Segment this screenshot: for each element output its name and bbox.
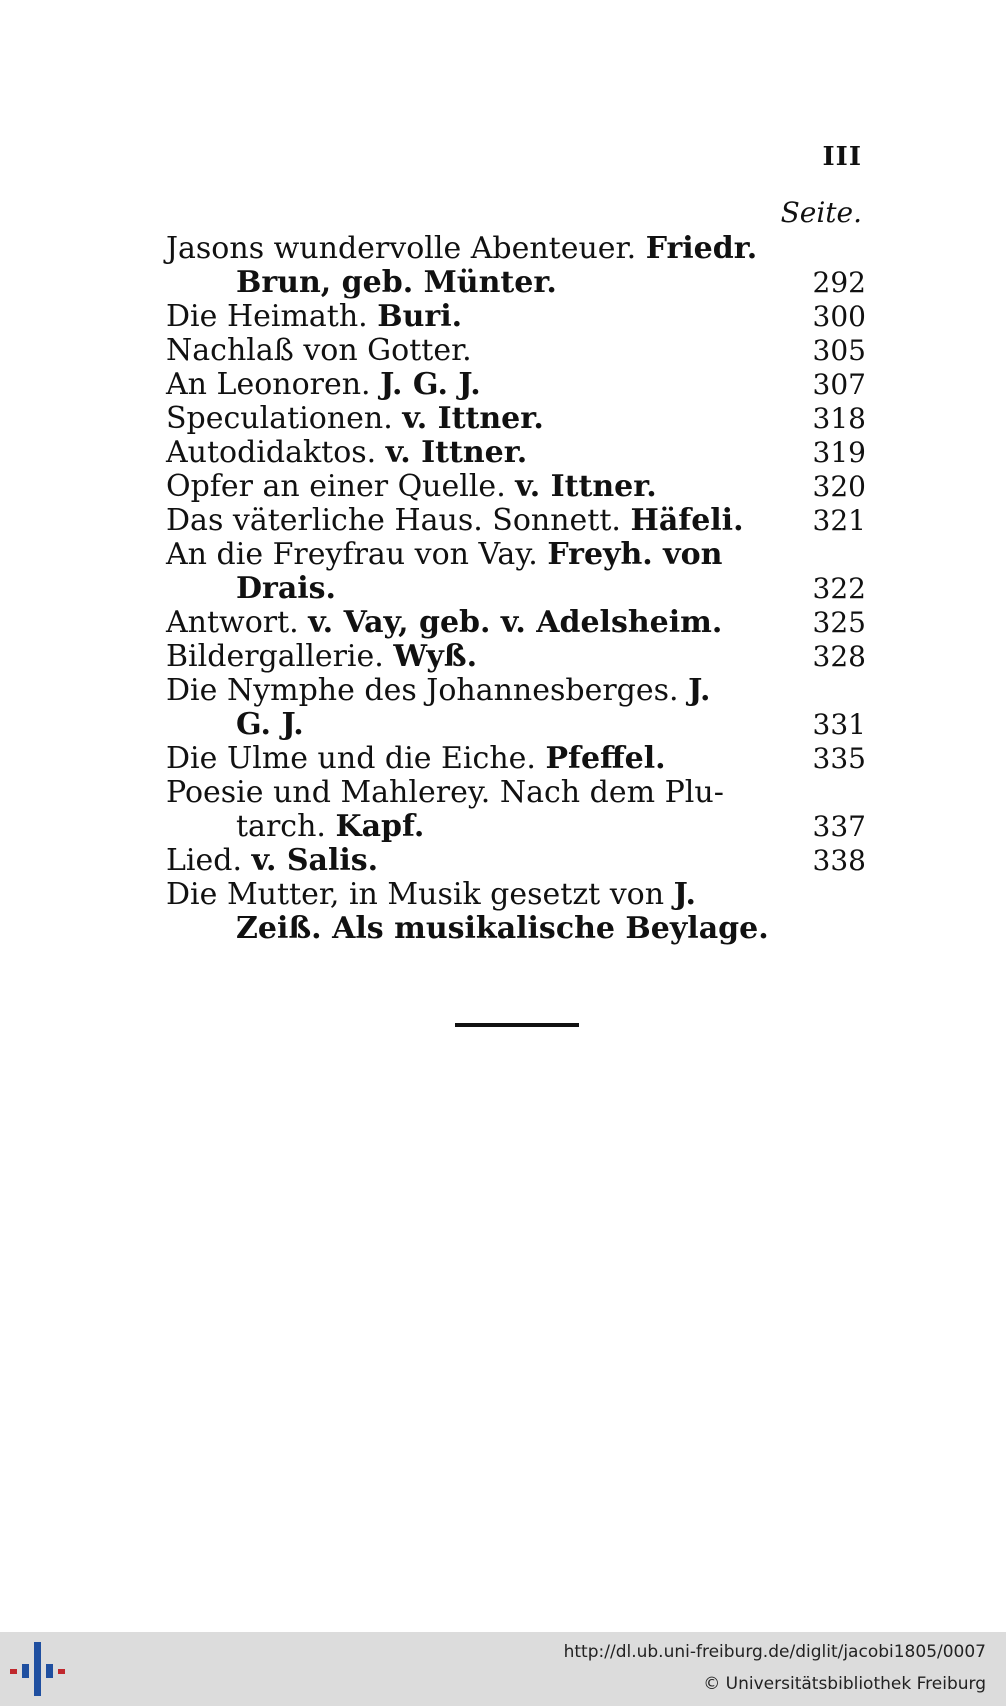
toc-entry-page-number: 307 (812, 368, 866, 401)
toc-entry-title: Speculationen. (166, 401, 393, 436)
toc-entry (166, 300, 866, 334)
toc-entry-page-number: 292 (812, 266, 866, 299)
toc-entry-text (166, 606, 722, 640)
toc-entry-text (236, 708, 304, 742)
toc-entry-text (166, 742, 666, 776)
toc-entry-title: Lied. (166, 843, 243, 878)
toc-entry-author: v. Salis. (251, 843, 379, 878)
toc-entry-page-number: 300 (812, 300, 866, 333)
toc-entry (166, 368, 866, 402)
copyright-notice: © Universitätsbibliothek Freiburg (703, 1674, 986, 1694)
toc-entry (166, 606, 866, 640)
toc-entry-page-number: 335 (812, 742, 866, 775)
toc-entry-text (166, 776, 724, 810)
toc-entry (166, 538, 866, 572)
toc-entry-title: Nachlaß von Gotter. (166, 333, 472, 368)
toc-entry-page-number: 338 (812, 844, 866, 877)
toc-entry-page-number: 328 (812, 640, 866, 673)
toc-entry-page-number: 318 (812, 402, 866, 435)
toc-entry-text (166, 300, 462, 334)
library-logo-icon (10, 1640, 66, 1698)
toc-entry (166, 878, 866, 912)
toc-entry (166, 232, 866, 266)
toc-entry-title: Bildergallerie. (166, 639, 384, 674)
toc-entry (166, 742, 866, 776)
toc-entry-text (166, 538, 722, 572)
toc-entry-author: Brun, geb. Münter. (236, 265, 557, 300)
toc-entry-title: tarch. (236, 809, 326, 844)
toc-entry (166, 844, 866, 878)
page-column-label: Seite. (780, 196, 862, 229)
toc-entry-author: Drais. (236, 571, 336, 606)
toc-entry (166, 776, 866, 810)
toc-entry-text (166, 674, 710, 708)
toc-entry (166, 810, 866, 844)
toc-entry-author: Freyh. von (547, 537, 723, 572)
toc-entry-title: An die Freyfrau von Vay. (166, 537, 538, 572)
toc-entry-author: v. Ittner. (402, 401, 544, 436)
toc-entry-author: J. (673, 877, 696, 912)
toc-entry-title: Das väterliche Haus. Sonnett. (166, 503, 621, 538)
toc-entry-title: Opfer an einer Quelle. (166, 469, 506, 504)
toc-entry-page-number: 337 (812, 810, 866, 843)
toc-entry (166, 640, 866, 674)
toc-entry (166, 572, 866, 606)
toc-entry-author: Buri. (377, 299, 463, 334)
toc-entry-title: Autodidaktos. (166, 435, 377, 470)
toc-entry-text (166, 232, 757, 266)
toc-entry-author: Häfeli. (630, 503, 744, 538)
toc-entry-author: Zeiß. Als musikalische Beylage. (236, 911, 769, 946)
toc-entry-title: Antwort. (166, 605, 299, 640)
source-url[interactable]: http://dl.ub.uni-freiburg.de/diglit/jacobi1805/0007 (563, 1642, 986, 1662)
toc-entry-author: J. G. J. (380, 367, 481, 402)
toc-entry-text (166, 436, 527, 470)
toc-entry-page-number: 321 (812, 504, 866, 537)
toc-entry (166, 266, 866, 300)
toc-entry-text (166, 470, 657, 504)
toc-entry-title: Die Nymphe des Johannesberges. (166, 673, 679, 708)
toc-entry (166, 436, 866, 470)
toc-entry-page-number: 325 (812, 606, 866, 639)
toc-entry-text (236, 912, 769, 946)
toc-entry (166, 334, 866, 368)
toc-entry-author: Pfeffel. (545, 741, 666, 776)
toc-entry-page-number: 320 (812, 470, 866, 503)
toc-entry-author: v. Vay, geb. v. Adelsheim. (308, 605, 723, 640)
toc-entry-page-number: 322 (812, 572, 866, 605)
toc-entry-author: Friedr. (645, 231, 758, 266)
toc-entry-text (166, 640, 477, 674)
toc-entry-title: Die Ulme und die Eiche. (166, 741, 536, 776)
toc-entry (166, 912, 866, 946)
toc-entry-text (166, 844, 378, 878)
toc-entry-author: v. Ittner. (515, 469, 657, 504)
toc-entry-text (166, 878, 696, 912)
toc-entry-text (236, 572, 336, 606)
toc-entry-page-number: 331 (812, 708, 866, 741)
toc-entry-text (166, 402, 544, 436)
toc-entry-page-number: 305 (812, 334, 866, 367)
toc-entry-author: G. J. (236, 707, 304, 742)
toc-entry (166, 708, 866, 742)
toc-entry-title: Jasons wundervolle Abenteuer. (166, 231, 637, 266)
toc-entry (166, 402, 866, 436)
end-rule (455, 1023, 579, 1027)
toc-entry-author: v. Ittner. (385, 435, 528, 470)
table-of-contents (166, 232, 866, 946)
toc-entry (166, 504, 866, 538)
toc-entry-title: Die Heimath. (166, 299, 368, 334)
toc-entry-page-number: 319 (812, 436, 866, 469)
toc-entry (166, 674, 866, 708)
toc-entry-title: Die Mutter, in Musik gesetzt von (166, 877, 665, 912)
toc-entry-text (166, 334, 472, 368)
page-number: III (822, 142, 862, 172)
toc-entry-author: Kapf. (335, 809, 425, 844)
toc-entry-title: An Leonoren. (166, 367, 371, 402)
toc-entry-author: J. (688, 673, 711, 708)
toc-entry-author: Wyß. (393, 639, 478, 674)
toc-entry (166, 470, 866, 504)
toc-entry-text (236, 810, 424, 844)
viewer-footer (0, 1632, 1006, 1706)
toc-entry-text (166, 368, 481, 402)
toc-entry-title: Poesie und Mahlerey. Nach dem Plu- (166, 775, 724, 810)
toc-entry-text (166, 504, 744, 538)
toc-entry-text (236, 266, 557, 300)
